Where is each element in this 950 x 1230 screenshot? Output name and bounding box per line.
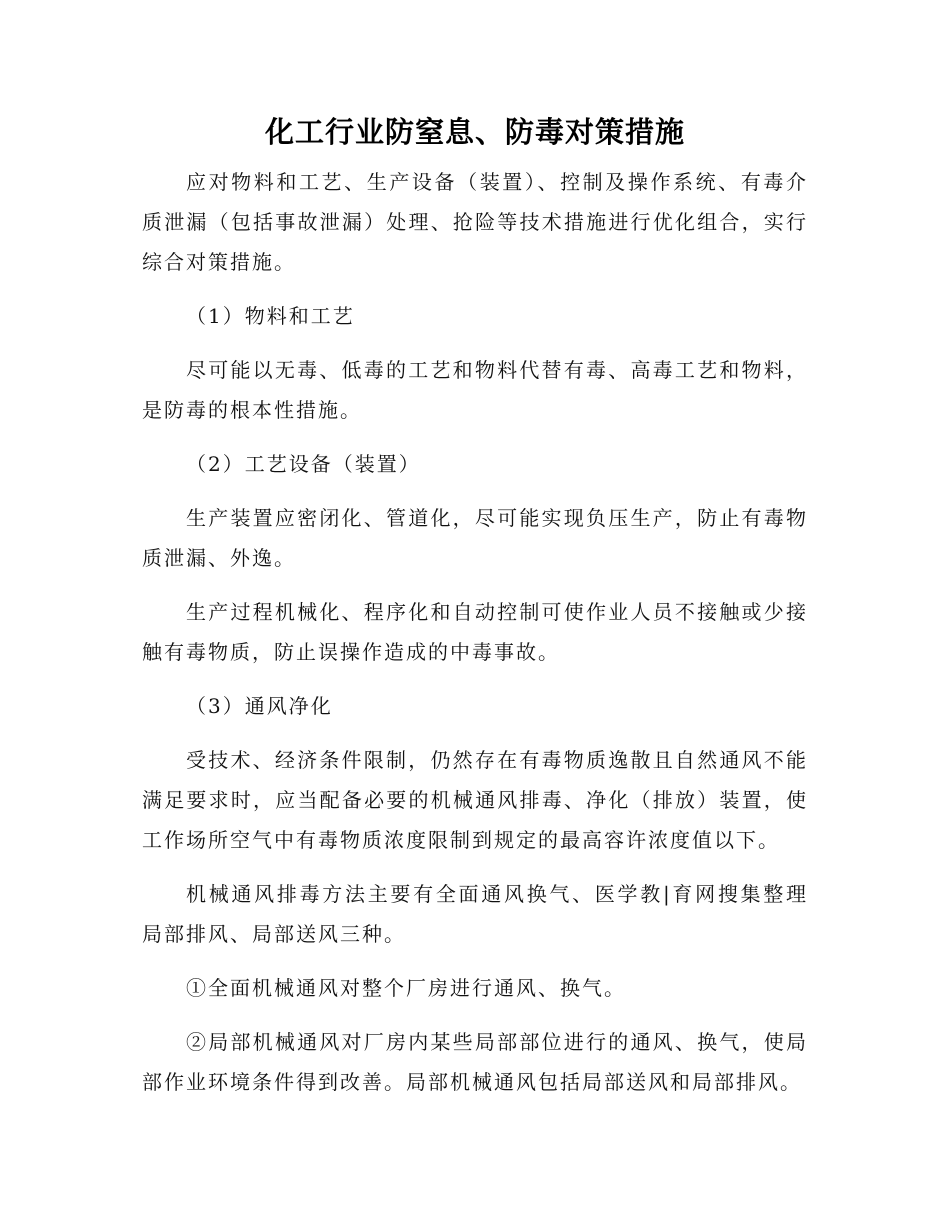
ventilation-item-2: ②局部机械通风对厂房内某些局部部位进行的通风、换气，使局部作业环境条件得到改善。局部机械通风包括局部送风和局部排风。 [142,1030,808,1094]
section-heading-ventilation: （3）通风净化 [186,694,333,718]
equipment-paragraph-1: 生产装置应密闭化、管道化，尽可能实现负压生产，防止有毒物质泄漏、外逸。 [142,506,808,570]
equipment-paragraph-2: 生产过程机械化、程序化和自动控制可使作业人员不接触或少接触有毒物质，防止误操作造成的中毒事故。 [142,600,808,664]
intro-paragraph: 应对物料和工艺、生产设备（装置）、控制及操作系统、有毒介质泄漏（包括事故泄漏）处理、抢险等技术措施进行优化组合，实行综合对策措施。 [142,170,808,274]
document-body [142,162,808,1102]
materials-paragraph: 尽可能以无毒、低毒的工艺和物料代替有毒、高毒工艺和物料，是防毒的根本性措施。 [142,358,808,422]
ventilation-paragraph-2: 机械通风排毒方法主要有全面通风换气、医学教|育网搜集整理局部排风、局部送风三种。 [142,882,808,946]
ventilation-item-1: ①全面机械通风对整个厂房进行通风、换气。 [186,976,626,1000]
section-heading-materials: （1）物料和工艺 [186,304,355,328]
document-title: 化工行业防窒息、防毒对策措施 [264,115,685,149]
section-heading-equipment: （2）工艺设备（装置） [186,452,421,476]
ventilation-paragraph-1: 受技术、经济条件限制，仍然存在有毒物质逸散且自然通风不能满足要求时，应当配备必要的机械通风排毒、净化（排放）装置，使工作场所空气中有毒物质浓度限制到规定的最高容许浓度值以下。 [142,748,808,852]
